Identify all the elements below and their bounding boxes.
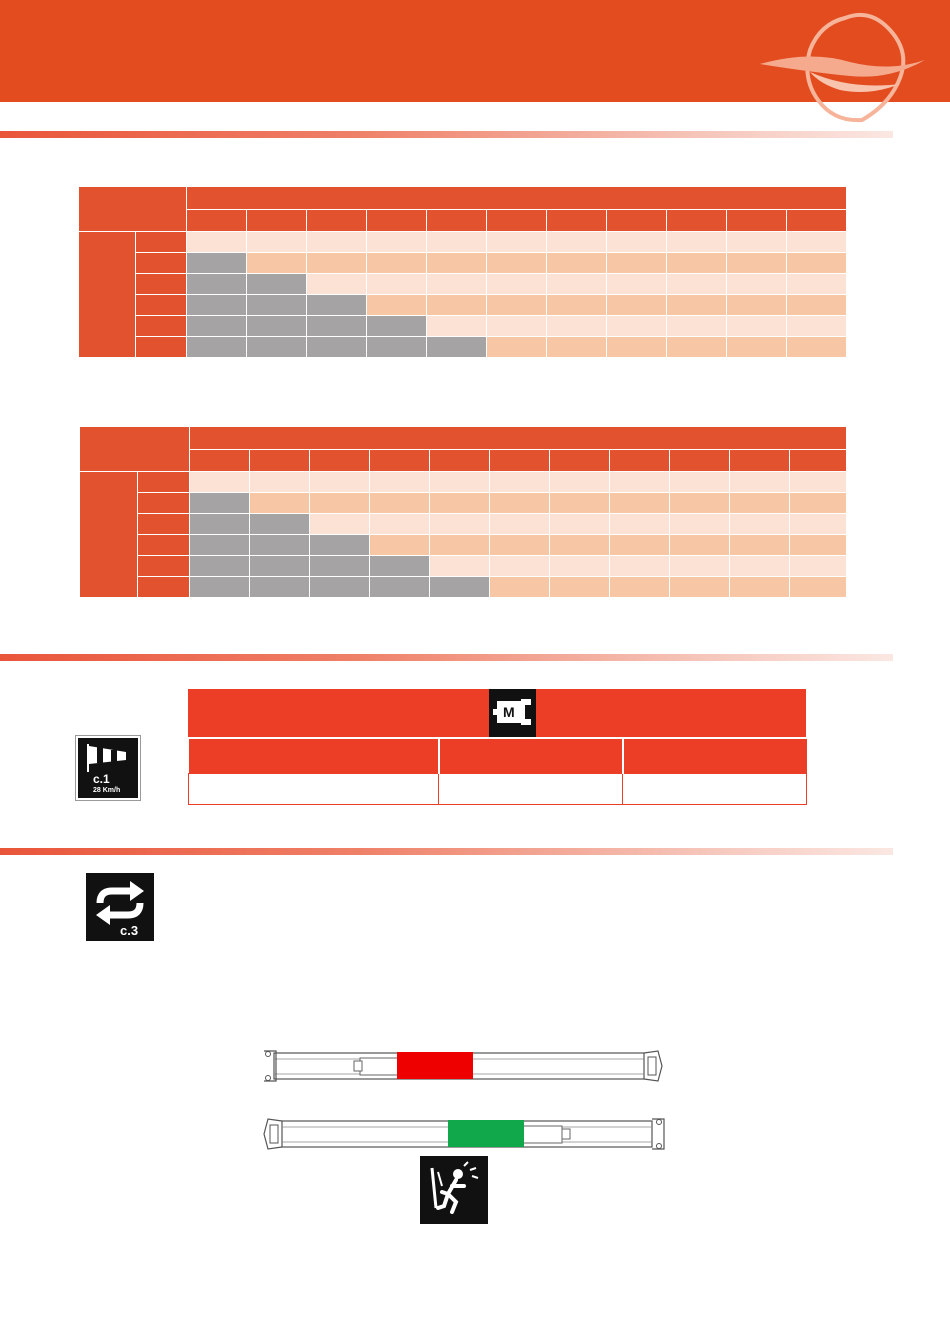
spec-head-cell <box>439 739 623 774</box>
wind-class-badge <box>76 736 140 800</box>
red-length-indicator <box>397 1052 473 1079</box>
spec-head-cell <box>623 739 807 774</box>
spec-body-cell <box>189 774 439 805</box>
section-divider <box>0 654 893 661</box>
spec-head-cell <box>189 739 439 774</box>
spec-table <box>188 739 807 805</box>
company-emblem-icon <box>750 0 950 130</box>
extended-beam-red <box>262 1047 664 1085</box>
rotation-class-badge <box>86 873 154 941</box>
section-divider <box>0 848 893 855</box>
spec-table-header <box>188 689 806 737</box>
machine-m-letter: M <box>503 704 515 720</box>
windsock-icon <box>84 742 130 772</box>
falling-person-hazard-icon <box>420 1156 488 1224</box>
load-table-1 <box>78 186 847 358</box>
spec-body-cell <box>439 774 623 805</box>
wind-speed-label: 28 Km/h <box>93 787 121 794</box>
section-divider <box>0 131 893 138</box>
spec-body-cell <box>623 774 807 805</box>
rotation-class-label: c.3 <box>120 923 139 938</box>
machine-m-icon <box>489 689 536 737</box>
wind-class-label: c.1 <box>93 772 110 786</box>
green-length-indicator <box>448 1120 524 1147</box>
retracted-beam-green <box>262 1115 666 1153</box>
load-table-2 <box>79 426 847 598</box>
